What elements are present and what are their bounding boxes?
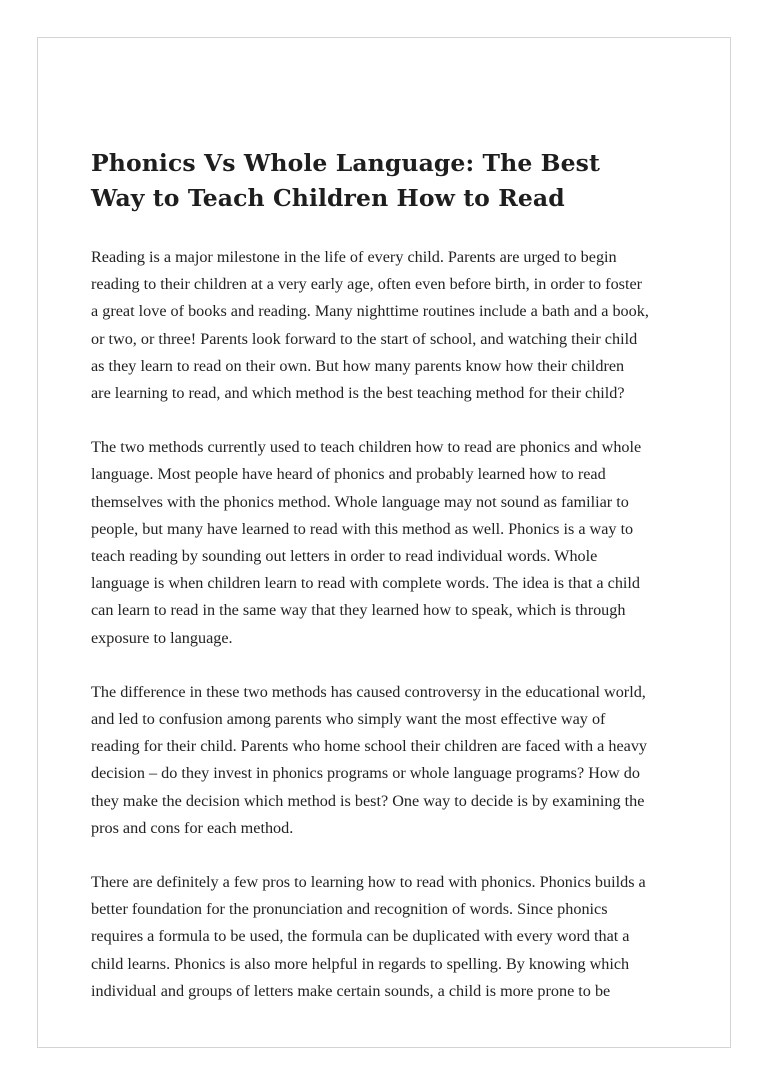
paragraph-intro: Reading is a major milestone in the life of every child. Parents are urged to begin reading to their children at a very early age, often even before birth, in order to foster a great love of books and reading. Many nighttime routines include a bath and a book, or two, or three! Parents look forward to the start of school, and watching their child as they learn to read on their own. But how many parents know how their children are learning to read, and which method is the best teaching method for their child? bbox=[91, 248, 649, 403]
document-page bbox=[37, 37, 731, 1048]
document-title: Phonics Vs Whole Language: The Best Way to Teach Children How to Read bbox=[91, 149, 600, 212]
paragraph-difference: The difference in these two methods has caused controversy in the educational world, and led to confusion among parents who simply want the most effective way of reading for their child. Parents who home school their children are faced with a heavy decision – do they invest in phonics programs or whole language programs? How do they make the decision which method is best? One way to decide is by examining the pros and cons for each method. bbox=[91, 682, 648, 837]
paragraph-phonics-pros: There are definitely a few pros to learning how to read with phonics. Phonics builds a better foundation for the pronunciation and recognition of words. Since phonics requires a formula to be used, the formula can be duplicated with every word that a child learns. Phonics is also more helpful in regards to spelling. By knowing which individual and groups of letters make certain sounds, a child is more prone to be bbox=[91, 873, 646, 1000]
document-body bbox=[91, 146, 691, 1032]
paragraph-methods: The two methods currently used to teach children how to read are phonics and whole language. Most people have heard of phonics and probably learned how to read themselves with the phonics method. Whole language may not sound as familiar to people, but many have learned to read with this method as well. Phonics is a way to teach reading by sounding out letters in order to read individual words. Whole language is when children learn to read with complete words. The idea is that a child can learn to read in the same way that they learned how to speak, which is through exposure to language. bbox=[91, 438, 642, 647]
